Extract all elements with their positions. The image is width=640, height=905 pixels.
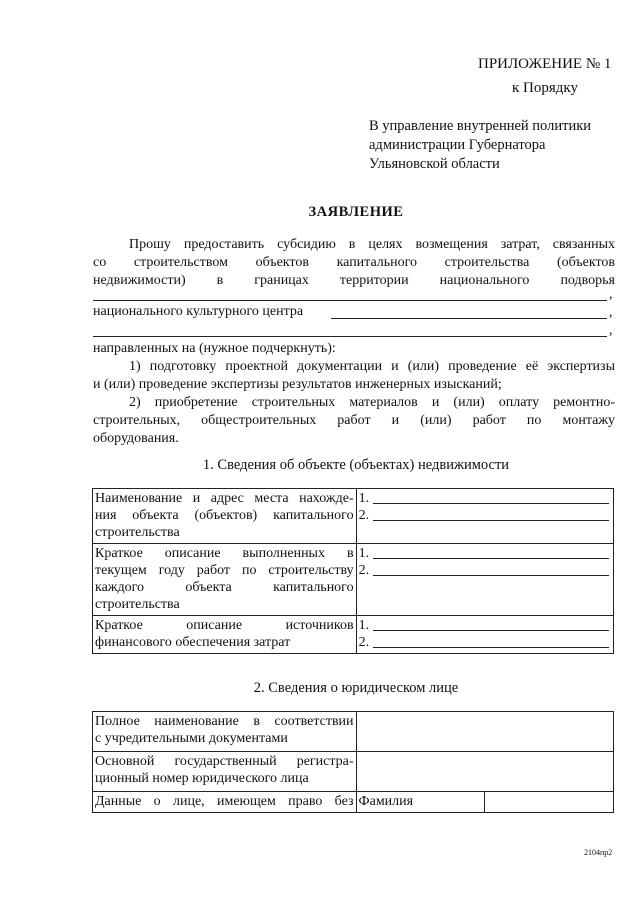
surname-value-cell[interactable] [485,792,614,813]
row-entries[interactable]: 1. 2. [356,489,613,544]
entry-line[interactable] [373,520,609,521]
intro-line: со строительством объектов капитального строительства (объектов [93,255,615,270]
table-row [93,752,614,792]
comma: , [609,323,613,338]
intro-line: недвижимости) в границах территории национального подворья [93,273,615,288]
surname-label-cell [356,792,485,813]
entry-line[interactable] [373,647,609,648]
addressee-block [369,117,591,174]
table-row [93,544,614,616]
entry-line[interactable] [373,503,609,504]
to-order-label: к Порядку [512,80,578,96]
table-row [93,712,614,752]
row-label: Краткое описание источников финансового обеспечения затрат [93,616,357,654]
section2-title: 2. Сведения о юридическом лице [253,680,459,696]
section1-title: 1. Сведения об объекте (объектах) недвижимости [202,457,510,473]
directed-label: направленных на (нужное подчеркнуть): [93,341,336,356]
table-row [93,792,614,813]
entry-line[interactable] [373,575,609,576]
row-value-cell[interactable] [356,752,613,792]
table-row [93,489,614,544]
table-row [93,616,614,654]
item2-line: оборудования. [93,431,179,446]
item2-line: строительных, общестроительных работ и (или) работ по монтажу [93,413,615,428]
row-label: Наименование и адрес места нахожде- ния объекта (объектов) капитального строительства [93,489,357,544]
row-entries[interactable]: 1. 2. [356,544,613,616]
blank-line[interactable] [93,336,607,337]
item1-line: и (или) проведение экспертизы результатов инженерных изысканий; [93,377,502,392]
item1-line: 1) подготовку проектной документации и (или) проведение её экспертизы [129,359,615,374]
item2-line: 2) приобретение строительных материалов и (или) оплату ремонтно- [129,395,615,410]
center-label: национального культурного центра [93,304,304,319]
row-label: Данные о лице, имеющем право без [93,792,357,813]
addressee-line: Ульяновской области [369,156,500,172]
row-value-cell[interactable] [356,712,613,752]
row-label: Основной государственный регистра- ционный номер юридического лица [93,752,357,792]
comma: , [609,287,613,302]
addressee-line: администрации Губернатора [369,137,546,153]
legal-entity-table [92,711,614,813]
addressee-line: В управление внутренней политики [369,118,592,134]
blank-line[interactable] [93,300,607,301]
document-code: 2104пр2 [584,848,613,857]
object-info-table [92,488,614,654]
document-title: ЗАЯВЛЕНИЕ [308,204,404,220]
center-blank-line[interactable] [331,318,607,319]
intro-line: Прошу предоставить субсидию в целях возмещения затрат, связанных [129,237,615,252]
application-intro [93,236,615,290]
row-label: Полное наименование в соответствии с учредительными документами [93,712,357,752]
comma: , [609,305,613,320]
directed-block [93,340,615,448]
row-entries[interactable]: 1. 2. [356,616,613,654]
entry-line[interactable] [373,558,609,559]
entry-line[interactable] [373,630,609,631]
appendix-number: ПРИЛОЖЕНИЕ № 1 [478,56,612,72]
surname-label: Фамилия [358,794,414,809]
row-label: Краткое описание выполненных в текущем году работ по строительству каждого объекта капитального строительства [93,544,357,616]
